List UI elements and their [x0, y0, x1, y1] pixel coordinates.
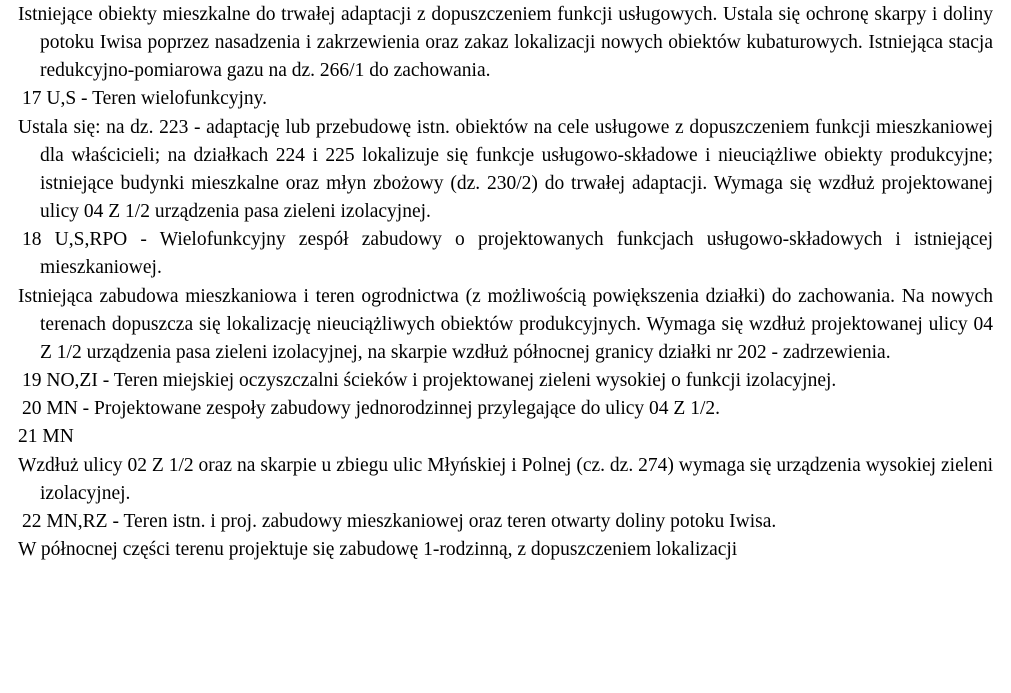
paragraph-22-provisions: W północnej części terenu projektuje się zabudowę 1-rodzinną, z dopuszczeniem lokalizacji: [18, 538, 738, 560]
paragraph-18-provisions: Istniejąca zabudowa mieszkaniowa i teren ogrodnictwa (z możliwością powiększenia działki) do zachowania. Na nowych terenach dopuszcza się lokalizację nieuciążliwych obiektów produkcyjnych. Wymaga się wzdłuż projektowanej ulicy 04 Z 1/2 urządzenia pasa zieleni izolacyjnej, na skarpie wzdłuż północnej granicy działki nr 202 - zadrzewienia.: [18, 285, 993, 363]
heading-20-mn: 20 MN - Projektowane zespoły zabudowy jednorodzinnej przylegające do ulicy 04 Z 1/2.: [22, 398, 721, 420]
paragraph-21-provisions: Wzdłuż ulicy 02 Z 1/2 oraz na skarpie u zbiegu ulic Młyńskiej i Polnej (cz. dz. 274) wymaga się urządzenia wysokiej zieleni izolacyjnej.: [18, 454, 993, 504]
paragraph-17-provisions: Ustala się: na dz. 223 - adaptację lub przebudowę istn. obiektów na cele usługowe z dopuszczeniem funkcji mieszkaniowej dla właścicieli; na działkach 224 i 225 lokalizuje się funkcje usługowo-składowe i nieuciążliwe obiekty produkcyjne; istniejące budynki mieszkalne oraz młyn zbożowy (dz. 230/2) do trwałej adaptacji. Wymaga się wzdłuż projektowanej ulicy 04 Z 1/2 urządzenia pasa zieleni izolacyjnej.: [18, 116, 993, 223]
heading-18-us-rpo: 18 U,S,RPO - Wielofunkcyjny zespół zabudowy o projektowanych funkcjach usługowo-składowych i istniejącej mieszkaniowej.: [22, 229, 993, 279]
heading-19-no-zi: 19 NO,ZI - Teren miejskiej oczyszczalni ścieków i projektowanej zieleni wysokiej o funkcji izolacyjnej.: [22, 370, 837, 392]
heading-22-mn-rz: 22 MN,RZ - Teren istn. i proj. zabudowy mieszkaniowej oraz teren otwarty doliny potoku Iwisa.: [22, 510, 777, 532]
document-page: [18, 1, 993, 564]
heading-21-mn: 21 MN: [18, 426, 74, 448]
paragraph-residential-adaptation: Istniejące obiekty mieszkalne do trwałej adaptacji z dopuszczeniem funkcji usługowych. Ustala się ochronę skarpy i doliny potoku Iwisa poprzez nasadzenia i zakrzewienia oraz zakaz lokalizacji nowych obiektów kubaturowych. Istniejąca stacja redukcyjno-pomiarowa gazu na dz. 266/1 do zachowania.: [18, 4, 993, 82]
heading-17-us: 17 U,S - Teren wielofunkcyjny.: [22, 88, 268, 110]
